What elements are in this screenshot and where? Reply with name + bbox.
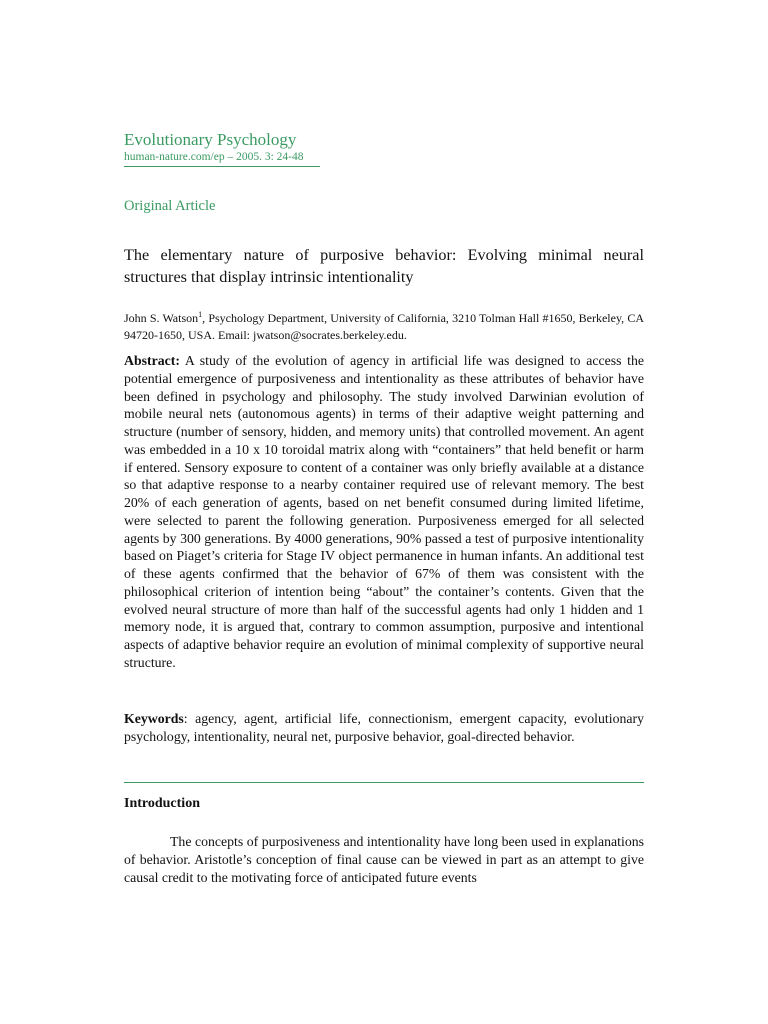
introduction-heading: Introduction [124, 796, 200, 811]
author-name: John S. Watson [124, 311, 199, 325]
citation-underline [124, 166, 320, 167]
article-title: The elementary nature of purposive behavior: Evolving minimal neural structures that display intrinsic intentionality [124, 246, 644, 286]
introduction-paragraph: The concepts of purposiveness and intentionality have long been used in explanations of behavior. Aristotle’s conception of final cause can be viewed in part as an attempt to give causal credit to the motivating force of anticipated future events [124, 834, 644, 885]
author-affiliation: , Psychology Department, University of California, 3210 Tolman Hall #1650, Berkeley, CA 94720-1650, USA. Email: jwatson@socrates.berkeley.edu. [124, 311, 645, 342]
journal-name: Evolutionary Psychology [124, 130, 297, 149]
author-line [124, 307, 644, 343]
author-footnote-mark: 1 [198, 310, 203, 319]
section-divider [124, 782, 644, 783]
keywords-label: Keywords [124, 711, 184, 726]
journal-citation: human-nature.com/ep – 2005. 3: 24-48 [124, 151, 304, 163]
keywords-text: : agency, agent, artificial life, connectionism, emergent capacity, evolutionary psychology, intentionality, neural net, purposive behavior, goal-directed behavior. [124, 711, 644, 744]
abstract [124, 352, 644, 672]
abstract-text: A study of the evolution of agency in artificial life was designed to access the potential emergence of purposiveness and intentionality as these attributes of behavior have been defined in psychology and philosophy. The study involved Darwinian evolution of mobile neural nets (autonomous agents) in terms of their adaptive weight patterning and structure (number of sensory, hidden, and memory units) that controlled movement. An agent was embedded in a 10 x 10 toroidal matrix along with “containers” that held benefit or harm if entered. Sensory exposure to content of a container was only briefly available at a distance so that adaptive response to a nearby container required use of relevant memory. The best 20% of each generation of agents, based on net benefit consumed during limited lifetime, were selected to parent the following generation. Purposiveness emerged for all selected agents by 300 generations. By 4000 generations, 90% passed a test of purposive intentionality based on Piaget’s criteria for Stage IV object permanence in human infants. An additional test of these agents confirmed that the behavior of 67% of them was consistent with the philosophical criterion of intention being “about” the container’s contents. Given that the evolved neural structure of more than half of the successful agents had only 1 hidden and 1 memory node, it is argued that, contrary to common assumption, purposive and intentional aspects of adaptive behavior require an evolution of minimal complexity of supportive neural structure. [124, 353, 644, 670]
keywords [124, 710, 644, 746]
abstract-label: Abstract: [124, 353, 180, 368]
article-type: Original Article [124, 198, 216, 214]
